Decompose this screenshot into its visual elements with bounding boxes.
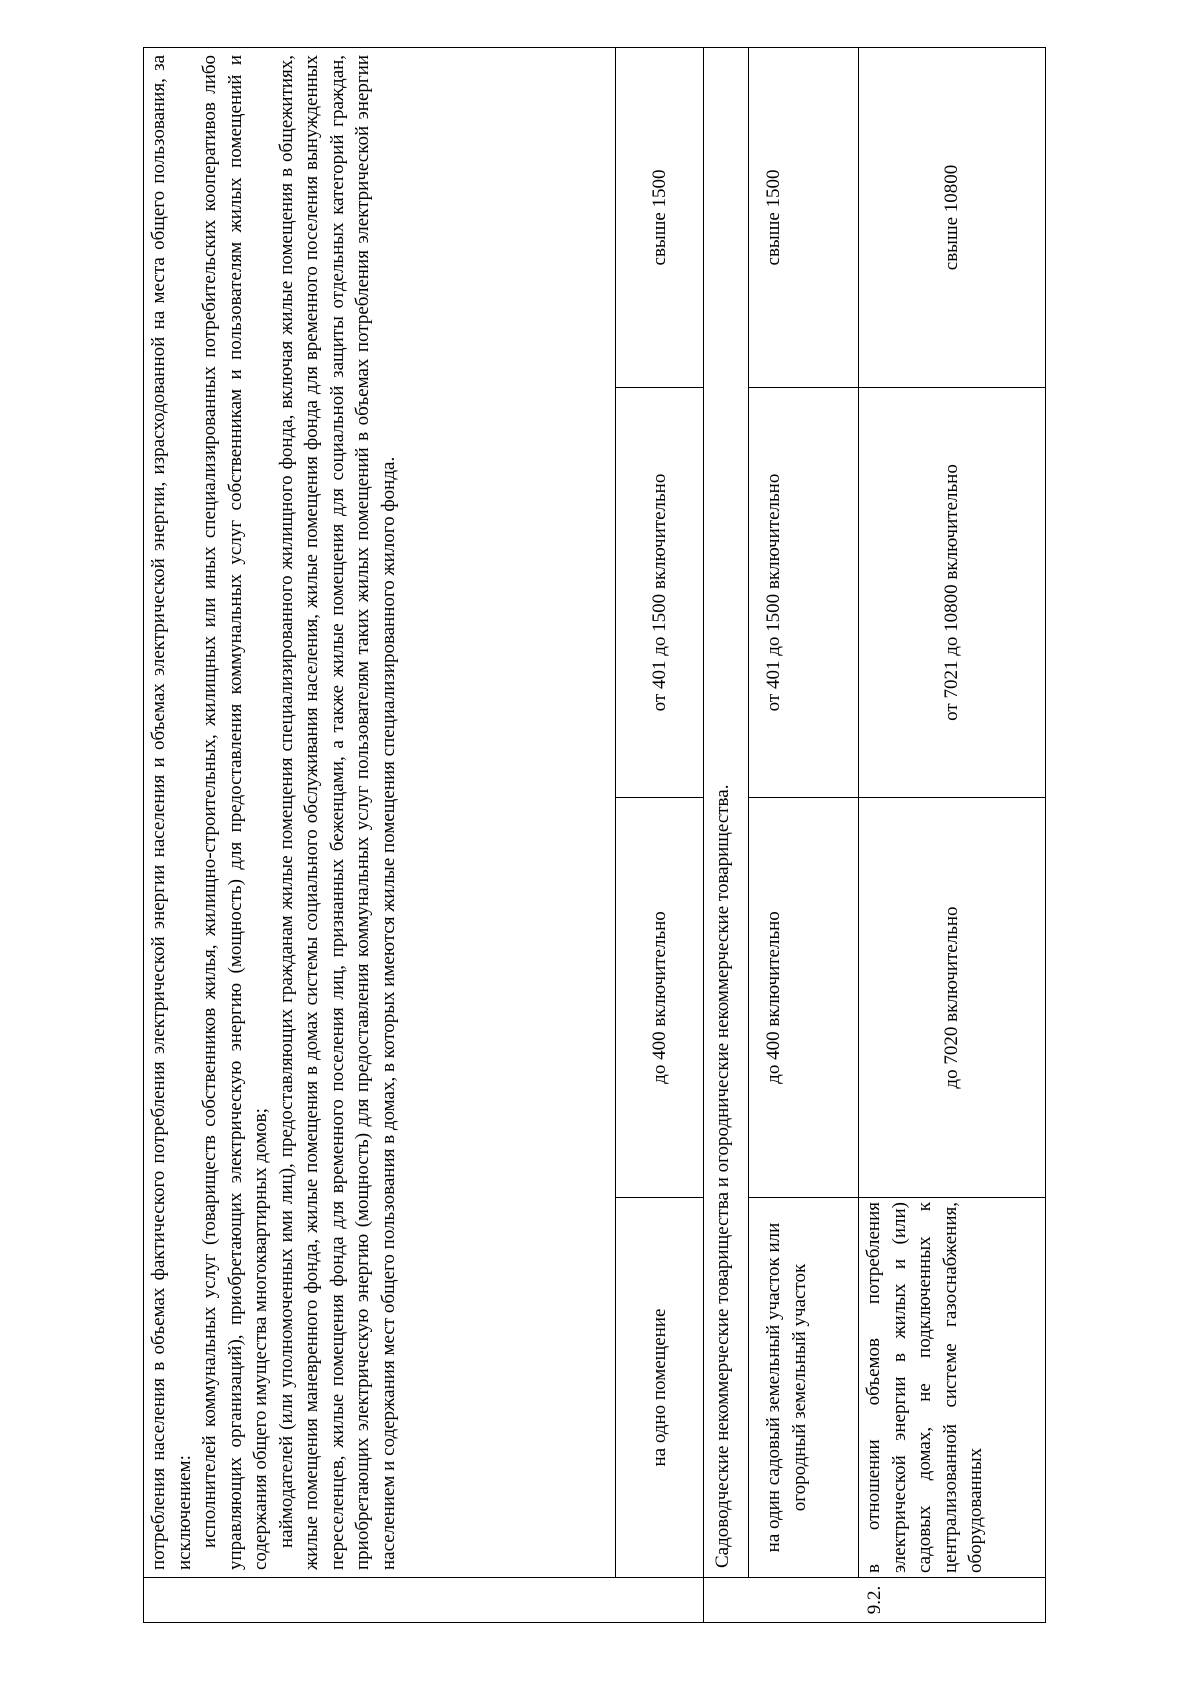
- table-row: [749, 47, 859, 1622]
- range-cell: до 7020 включительно: [859, 798, 1046, 1198]
- row-number-empty: [144, 1578, 704, 1623]
- table-row: [616, 47, 704, 1622]
- unit-cell: в отношении объемов потребления электрической энергии в жилых и (или) садовых домах, не подключенных к централизованной системе газоснабжения, оборудованных: [859, 1198, 1046, 1578]
- table-row: [859, 47, 1046, 1622]
- row-number: 9.2.: [704, 1578, 1046, 1623]
- paragraph: потребления населения в объемах фактического потребления электрической энергии населения и объемах электрической энергии, израсходованной на места общего пользования, за исключением:: [148, 54, 195, 1570]
- unit-cell: на один садовый земельный участок или огородный земельный участок: [749, 1198, 859, 1578]
- range-cell: до 400 включительно: [616, 798, 704, 1198]
- range-cell: от 401 до 1500 включительно: [616, 388, 704, 798]
- range-cell: свыше 1500: [616, 47, 704, 387]
- table-row: [704, 47, 749, 1622]
- unit-cell: на одно помещение: [616, 1198, 704, 1578]
- rotated-table-container: [143, 48, 1045, 1623]
- population-consumption-text: [144, 47, 616, 1577]
- range-cell: от 401 до 1500 включительно: [749, 388, 859, 798]
- range-cell: до 400 включительно: [749, 798, 859, 1198]
- paragraph: исполнителей коммунальных услуг (товариществ собственников жилья, жилищно-строительных, жилищных или иных специализированных потребительских кооперативов либо управляющих организаций), приобретающих электрическую энергию (мощность) для предоставления коммунальных услуг собственникам и пользователям жилых помещений и содержания общего имущества многоквартирных домов;: [199, 54, 271, 1570]
- table-row: [144, 47, 616, 1622]
- paragraph: наймодателей (или уполномоченных ими лиц), предоставляющих гражданам жилые помещения специализированного жилищного фонда, включая жилые помещения в общежитиях, жилые помещения маневренного фонда, жилые помещения в домах системы социального обслуживания населения, жилые помещения фонда для временного поселения вынужденных переселенцев, жилые помещения фонда для временного поселения лиц, признанных беженцами, а также жилые помещения для социальной защиты отдельных категорий граждан, приобретающих электрическую энергию (мощность) для предоставления коммунальных услуг пользователям таких жилых помещений в объемах потребления электрической энергии населением и содержания мест общего пользования в домах, в которых имеются жилые помещения специализированного жилого фонда.: [275, 54, 399, 1570]
- range-cell: свыше 1500: [749, 47, 859, 387]
- range-cell: от 7021 до 10800 включительно: [859, 388, 1046, 798]
- section-heading: Садоводческие некоммерческие товарищества и огороднические некоммерческие товарищества.: [704, 47, 749, 1577]
- tariff-table: [143, 47, 1046, 1623]
- range-cell: свыше 10800: [859, 47, 1046, 387]
